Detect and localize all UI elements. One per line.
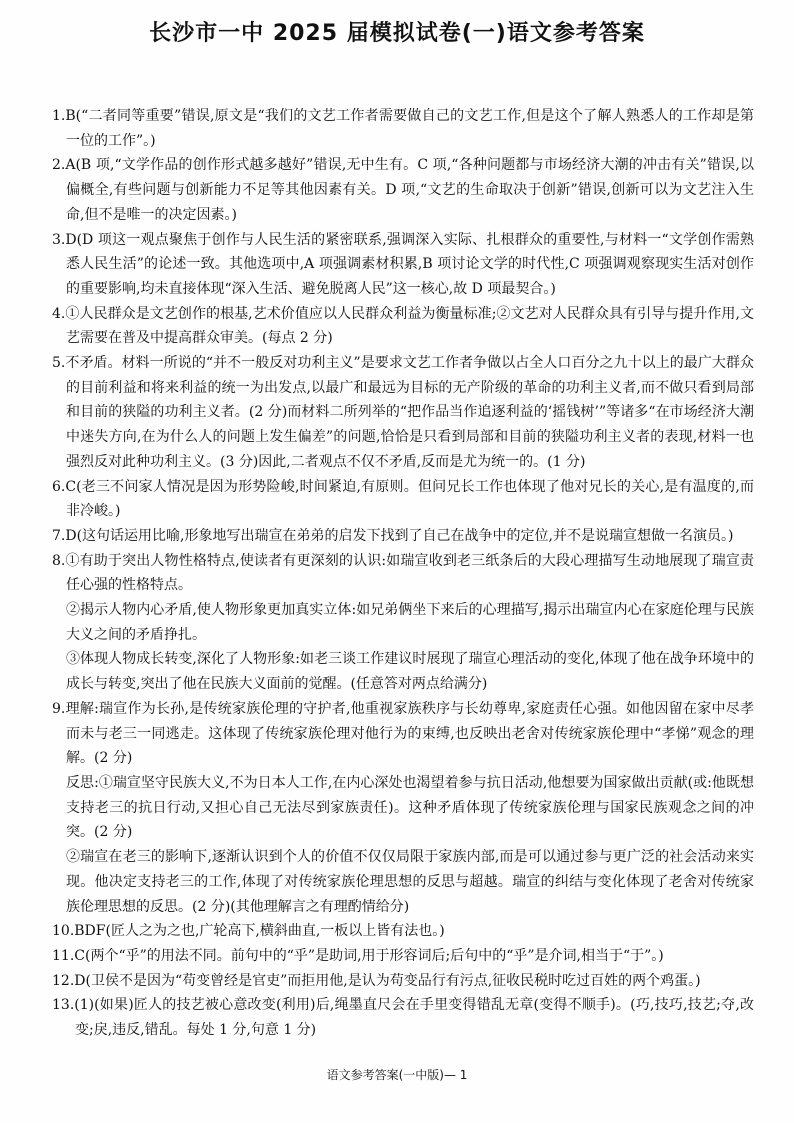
answer-item: 11.C(两个“乎”的用法不同。前句中的“乎”是助词,用于形容词后;后句中的“乎”是介词,相当于“于”。) — [52, 947, 664, 964]
answer-item: 1.B(“二者同等重要”错误,原文是“我们的文艺工作者需要做自己的文艺工作,但是这个了解人熟悉人的工作却是第一位的工作”。) — [52, 108, 754, 149]
answer-item: 6.C(老三不问家人情况是因为形势险峻,时间紧迫,有原则。但问兄长工作也体现了他对兄长的关心,是有温度的,而非冷峻。) — [52, 478, 754, 520]
answer-item: 10.BDF(匠人之为之也,广轮高下,横斜曲直,一板以上皆有法也。) — [52, 923, 445, 940]
answer-subpoint: ②瑞宣在老三的影响下,逐渐认识到个人的价值不仅仅局限于家族内部,而是可以通过参与更广泛的社会活动来实现。他决定支持老三的工作,体现了对传统家族伦理思想的反思与超越。瑞宣的纠结与变化体现了老舍对传统家族伦理思想的反思。(2 分)(其他理解言之有理酌情给分) — [66, 849, 754, 915]
page-title: 长沙市一中 2025 届模拟试卷(一)语文参考答案 — [149, 21, 645, 46]
answer-item: 8.①有助于突出人物性格特点,使读者有更深刻的认识:如瑞宣收到老三纸条后的大段心理描写生动地展现了瑞宣责任心强的性格特点。 — [52, 552, 754, 594]
answer-item: 12.D(卫侯不是因为“苟变曾经是官吏”而拒用他,是认为苟变品行有污点,征收民税时吃过百姓的两个鸡蛋。) — [52, 972, 701, 989]
answer-subpoint: ③体现人物成长转变,深化了人物形象:如老三谈工作建议时展现了瑞宣心理活动的变化,体现了他在战争环境中的成长与转变,突出了他在民族大义面前的觉醒。(任意答对两点给满分) — [66, 651, 754, 693]
answer-subpoint: ②揭示人物内心矛盾,使人物形象更加真实立体:如兄弟俩坐下来后的心理描写,揭示出瑞宣内心在家庭伦理与民族大义之间的矛盾挣扎。 — [66, 602, 754, 643]
answer-item: 7.D(这句话运用比喻,形象地写出瑞宣在弟弟的启发下找到了自己在战争中的定位,并不是说瑞宣想做一名演员。) — [52, 527, 734, 544]
answer-item: 13.(1)(如果)匠人的技艺被心意改变(利用)后,绳墨直尺会在手里变得错乱无章(变得不顺手)。(巧,技巧,技艺;夺,改变;戾,违反,错乱。每处 1 分,句意 1 分) — [52, 997, 754, 1039]
answer-item: 4.①人民群众是文艺创作的根基,艺术价值应以人民群众利益为衡量标准;②文艺对人民群众具有引导与提升作用,文艺需要在普及中提高群众审美。(每点 2 分) — [52, 305, 754, 347]
answer-item: 3.D(D 项这一观点聚焦于创作与人民生活的紧密联系,强调深入实际、扎根群众的重要性,与材料一“文学创作需熟悉人民生活”的论述一致。其他选项中,A 项强调素材积累,B 项讨论文学的时代性,C 项强调观察现实生活对创作的重要影响,均未直接体现“深入生活、避免脱离人民”这一核心,故 D 项最契合。) — [52, 231, 754, 297]
answer-item: 5.不矛盾。材料一所说的“并不一般反对功利主义”是要求文艺工作者争做以占全人口百分之九十以上的最广大群众的目前利益和将来利益的统一为出发点,以最广和最远为目标的无产阶级的革命的功利主义者,而不做只看到局部和目前的狭隘的功利主义者。(2 分)而材料二所列举的“把作品当作追逐利益的‘摇钱树’”等诸多“在市场经济大潮中迷失方向,在为什么人的问题上发生偏差”的问题,恰恰是只看到局部和目前的狭隘功利主义者的表现,材料一也强烈反对此种功利主义。(3 分)因此,二者观点不仅不矛盾,反而是尤为统一的。(1 分) — [52, 355, 754, 470]
page-footer: 语文参考答案(一中版)— 1 — [326, 1068, 468, 1082]
answer-item: 2.A(B 项,“文学作品的创作形式越多越好”错误,无中生有。C 项,“各种问题都与市场经济大潮的冲击有关”错误,以偏概全,有些问题与创新能力不足等其他因素有关。D 项,“文艺的生命取决于创新”错误,创新可以为文艺注入生命,但不是唯一的决定因素。) — [52, 157, 754, 223]
answer-body — [52, 104, 754, 1043]
answer-item: 9.理解:瑞宣作为长孙,是传统家族伦理的守护者,他重视家族秩序与长幼尊卑,家庭责任心强。如他因留在家中尽孝而未与老三一同逃走。这体现了传统家族伦理对他行为的束缚,也反映出老舍对传统家族伦理中“孝悌”观念的理解。(2 分) — [52, 700, 754, 767]
answer-subpoint: 反思:①瑞宣坚守民族大义,不为日本人工作,在内心深处也渴望着参与抗日活动,他想要为国家做出贡献(或:他既想支持老三的抗日行动,又担心自己无法尽到家族责任)。这种矛盾体现了传统家族伦理与国家民族观念之间的冲突。(2 分) — [66, 774, 754, 841]
